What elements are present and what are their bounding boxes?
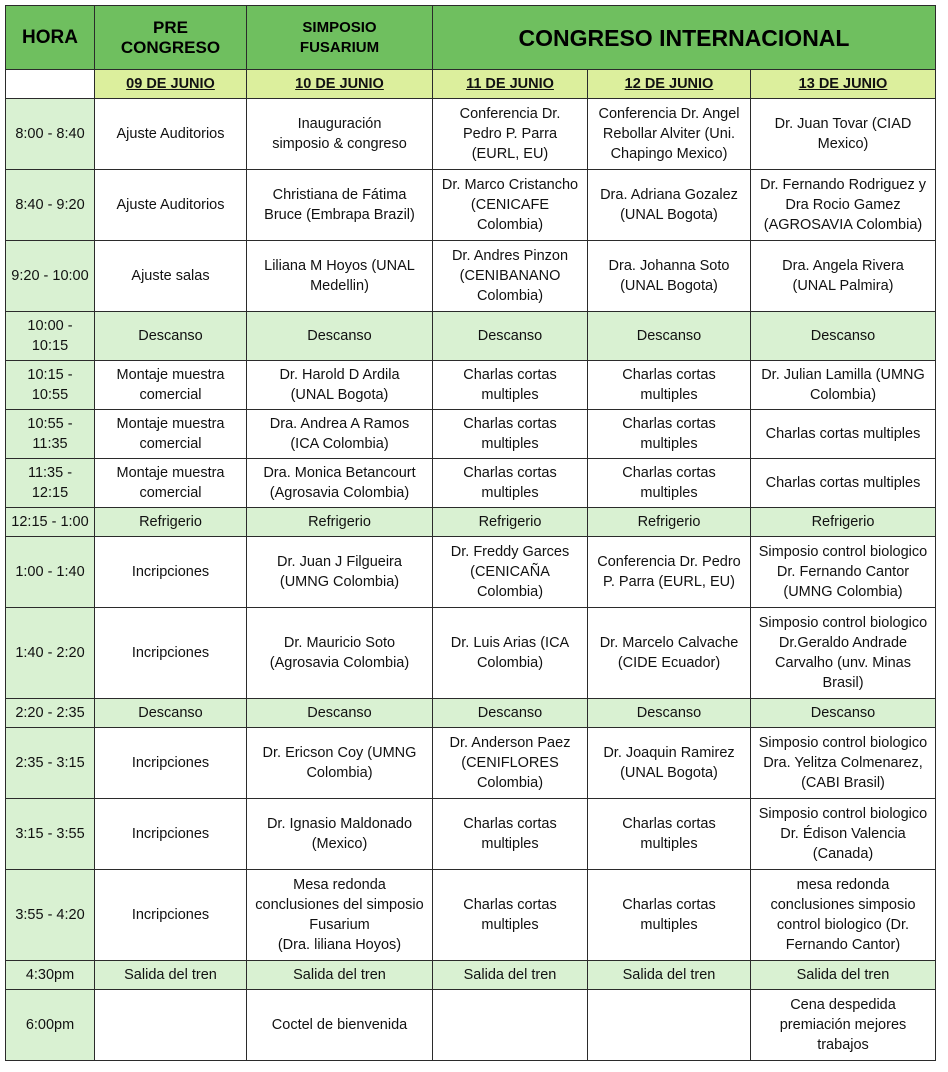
dates-row — [6, 70, 936, 99]
schedule-row — [6, 508, 936, 537]
time-cell: 6:00pm — [6, 990, 95, 1061]
session-cell: Incripciones — [95, 799, 247, 870]
session-cell: Salida del tren — [247, 961, 433, 990]
session-cell: Ajuste Auditorios — [95, 170, 247, 241]
session-cell: Dra. Angela Rivera (UNAL Palmira) — [751, 241, 936, 312]
date-cell: 09 DE JUNIO — [95, 70, 247, 99]
session-cell: mesa redonda conclusiones simposio control biologico (Dr. Fernando Cantor) — [751, 870, 936, 961]
schedule-row — [6, 361, 936, 410]
session-cell: Descanso — [247, 699, 433, 728]
session-cell: Dr. Julian Lamilla (UMNG Colombia) — [751, 361, 936, 410]
session-cell: Descanso — [588, 312, 751, 361]
session-cell: Dra. Andrea A Ramos (ICA Colombia) — [247, 410, 433, 459]
time-cell: 4:30pm — [6, 961, 95, 990]
session-cell: Charlas cortas multiples — [433, 361, 588, 410]
dates-blank-cell — [6, 70, 95, 99]
session-cell: Descanso — [751, 699, 936, 728]
session-cell: Descanso — [751, 312, 936, 361]
session-cell: Dr. Andres Pinzon (CENIBANANO Colombia) — [433, 241, 588, 312]
time-cell: 8:40 - 9:20 — [6, 170, 95, 241]
session-cell: Refrigerio — [588, 508, 751, 537]
session-cell: Dr. Ericson Coy (UMNG Colombia) — [247, 728, 433, 799]
schedule-row — [6, 410, 936, 459]
session-cell: Descanso — [247, 312, 433, 361]
time-cell: 2:20 - 2:35 — [6, 699, 95, 728]
session-cell: Refrigerio — [433, 508, 588, 537]
session-cell: Charlas cortas multiples — [588, 870, 751, 961]
time-cell: 2:35 - 3:15 — [6, 728, 95, 799]
schedule-row — [6, 459, 936, 508]
schedule-row — [6, 961, 936, 990]
time-cell: 3:55 - 4:20 — [6, 870, 95, 961]
session-cell: Dr. Luis Arias (ICA Colombia) — [433, 608, 588, 699]
time-cell: 12:15 - 1:00 — [6, 508, 95, 537]
session-cell: Christiana de Fátima Bruce (Embrapa Brazil) — [247, 170, 433, 241]
header-congreso-internacional: CONGRESO INTERNACIONAL — [433, 6, 936, 70]
date-cell: 10 DE JUNIO — [247, 70, 433, 99]
schedule-row — [6, 799, 936, 870]
session-cell: Dr. Juan J Filgueira (UMNG Colombia) — [247, 537, 433, 608]
session-cell: Salida del tren — [751, 961, 936, 990]
time-cell: 1:40 - 2:20 — [6, 608, 95, 699]
header-hora: HORA — [6, 6, 95, 70]
session-cell: Conferencia Dr. Pedro P. Parra (EURL, EU) — [588, 537, 751, 608]
session-cell — [433, 990, 588, 1061]
time-cell: 8:00 - 8:40 — [6, 99, 95, 170]
time-cell: 3:15 - 3:55 — [6, 799, 95, 870]
session-cell: Incripciones — [95, 870, 247, 961]
schedule-row — [6, 537, 936, 608]
session-cell: Montaje muestra comercial — [95, 459, 247, 508]
time-cell: 10:00 - 10:15 — [6, 312, 95, 361]
schedule-body — [6, 99, 936, 1061]
session-cell: Charlas cortas multiples — [588, 459, 751, 508]
time-cell: 11:35 - 12:15 — [6, 459, 95, 508]
session-cell: Dr. Joaquin Ramirez (UNAL Bogota) — [588, 728, 751, 799]
session-cell: Salida del tren — [433, 961, 588, 990]
session-cell: Dr. Ignasio Maldonado (Mexico) — [247, 799, 433, 870]
schedule-row — [6, 870, 936, 961]
session-cell: Simposio control biologico Dr.Geraldo Andrade Carvalho (unv. Minas Brasil) — [751, 608, 936, 699]
session-cell: Dr. Freddy Garces (CENICAÑA Colombia) — [433, 537, 588, 608]
session-cell: Salida del tren — [588, 961, 751, 990]
session-cell: Dr. Harold D Ardila (UNAL Bogota) — [247, 361, 433, 410]
session-cell: Charlas cortas multiples — [588, 361, 751, 410]
session-cell: Descanso — [95, 312, 247, 361]
time-cell: 9:20 - 10:00 — [6, 241, 95, 312]
session-cell: Dra. Johanna Soto (UNAL Bogota) — [588, 241, 751, 312]
schedule-row — [6, 990, 936, 1061]
session-cell: Incripciones — [95, 728, 247, 799]
session-cell: Coctel de bienvenida — [247, 990, 433, 1061]
session-cell: Charlas cortas multiples — [433, 459, 588, 508]
session-cell: Descanso — [433, 699, 588, 728]
session-cell: Charlas cortas multiples — [588, 410, 751, 459]
session-cell: Dr. Anderson Paez (CENIFLORES Colombia) — [433, 728, 588, 799]
session-cell: Charlas cortas multiples — [751, 459, 936, 508]
session-cell: Descanso — [95, 699, 247, 728]
session-cell: Mesa redonda conclusiones del simposio Fusarium (Dra. liliana Hoyos) — [247, 870, 433, 961]
session-cell: Dr. Marco Cristancho (CENICAFE Colombia) — [433, 170, 588, 241]
schedule-row — [6, 728, 936, 799]
schedule-row — [6, 170, 936, 241]
date-cell: 12 DE JUNIO — [588, 70, 751, 99]
session-cell: Descanso — [433, 312, 588, 361]
session-cell: Charlas cortas multiples — [433, 799, 588, 870]
session-cell: Cena despedida premiación mejores trabajos — [751, 990, 936, 1061]
session-cell: Inauguración simposio & congreso — [247, 99, 433, 170]
session-cell: Simposio control biologico Dr. Fernando Cantor (UMNG Colombia) — [751, 537, 936, 608]
header-row — [6, 6, 936, 70]
schedule-row — [6, 99, 936, 170]
schedule-row — [6, 312, 936, 361]
session-cell — [588, 990, 751, 1061]
session-cell: Charlas cortas multiples — [433, 410, 588, 459]
session-cell: Dra. Monica Betancourt (Agrosavia Colombia) — [247, 459, 433, 508]
session-cell: Incripciones — [95, 537, 247, 608]
session-cell: Incripciones — [95, 608, 247, 699]
date-cell: 13 DE JUNIO — [751, 70, 936, 99]
session-cell: Refrigerio — [751, 508, 936, 537]
session-cell: Descanso — [588, 699, 751, 728]
session-cell: Dr. Marcelo Calvache (CIDE Ecuador) — [588, 608, 751, 699]
session-cell: Charlas cortas multiples — [433, 870, 588, 961]
time-cell: 10:55 - 11:35 — [6, 410, 95, 459]
schedule-row — [6, 241, 936, 312]
schedule-row — [6, 699, 936, 728]
header-simposio-fusarium: SIMPOSIO FUSARIUM — [247, 6, 433, 70]
session-cell: Refrigerio — [95, 508, 247, 537]
session-cell: Ajuste salas — [95, 241, 247, 312]
date-cell: 11 DE JUNIO — [433, 70, 588, 99]
time-cell: 10:15 - 10:55 — [6, 361, 95, 410]
session-cell: Ajuste Auditorios — [95, 99, 247, 170]
session-cell: Dra. Adriana Gozalez (UNAL Bogota) — [588, 170, 751, 241]
session-cell: Charlas cortas multiples — [588, 799, 751, 870]
session-cell: Charlas cortas multiples — [751, 410, 936, 459]
session-cell: Refrigerio — [247, 508, 433, 537]
time-cell: 1:00 - 1:40 — [6, 537, 95, 608]
session-cell: Dr. Fernando Rodriguez y Dra Rocio Gamez (AGROSAVIA Colombia) — [751, 170, 936, 241]
session-cell — [95, 990, 247, 1061]
session-cell: Simposio control biologico Dr. Édison Valencia (Canada) — [751, 799, 936, 870]
schedule-table — [5, 5, 936, 1061]
header-pre-congreso: PRE CONGRESO — [95, 6, 247, 70]
session-cell: Conferencia Dr. Angel Rebollar Alviter (Uni. Chapingo Mexico) — [588, 99, 751, 170]
session-cell: Montaje muestra comercial — [95, 410, 247, 459]
session-cell: Dr. Juan Tovar (CIAD Mexico) — [751, 99, 936, 170]
session-cell: Salida del tren — [95, 961, 247, 990]
session-cell: Simposio control biologico Dra. Yelitza Colmenarez, (CABI Brasil) — [751, 728, 936, 799]
session-cell: Conferencia Dr. Pedro P. Parra (EURL, EU) — [433, 99, 588, 170]
session-cell: Liliana M Hoyos (UNAL Medellin) — [247, 241, 433, 312]
schedule-row — [6, 608, 936, 699]
session-cell: Dr. Mauricio Soto (Agrosavia Colombia) — [247, 608, 433, 699]
session-cell: Montaje muestra comercial — [95, 361, 247, 410]
